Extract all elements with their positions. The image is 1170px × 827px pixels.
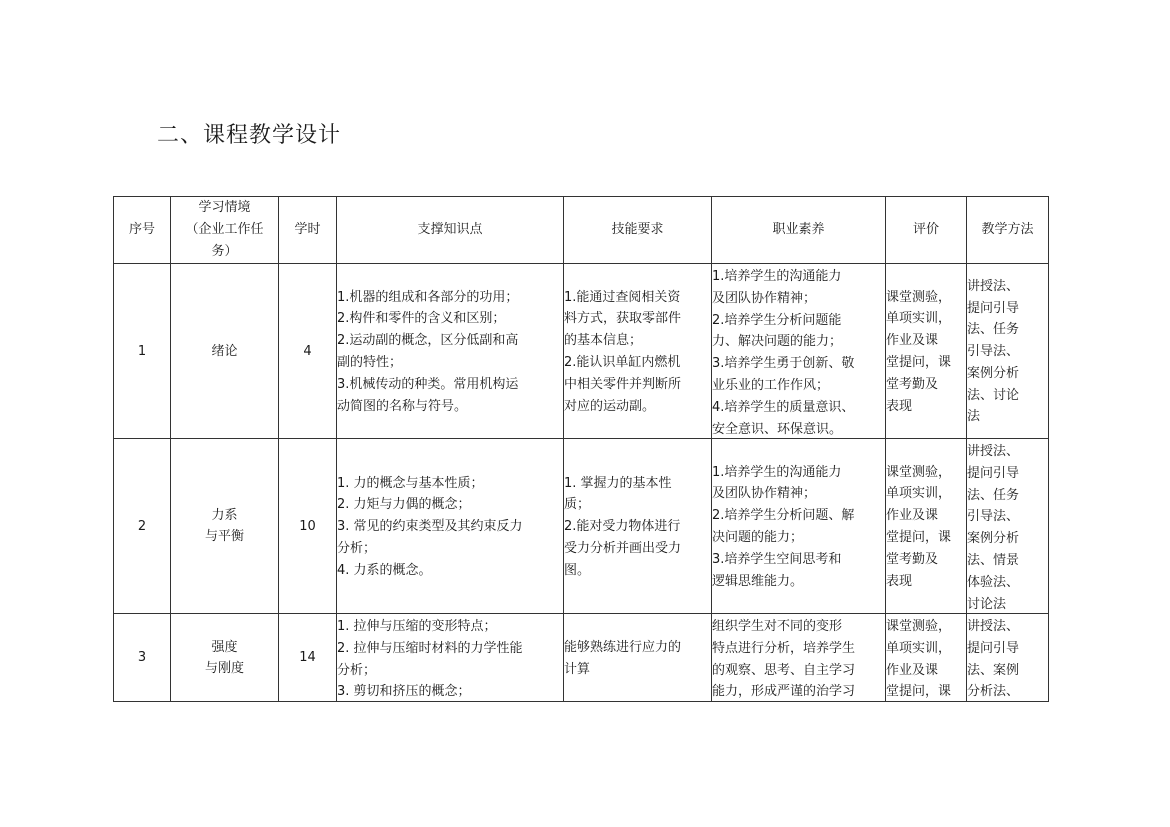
cell-evaluation-line: 堂提问，课 xyxy=(886,530,952,545)
cell-evaluation-line: 单项实训， xyxy=(886,486,952,502)
cell-method-line: 法、任务 xyxy=(967,322,1020,338)
header-evaluation: 评价 xyxy=(886,197,967,264)
cell-quality-line: 及团队协作精神； xyxy=(712,290,817,306)
cell-method-line: 讲授法、 xyxy=(967,278,1020,294)
cell-seq: 1 xyxy=(114,264,171,439)
cell-evaluation xyxy=(886,264,967,439)
cell-method-line: 讲授法、 xyxy=(967,619,1020,634)
cell-knowledge-line: 3.机械传动的种类。常用机构运 xyxy=(337,376,519,392)
cell-quality-line: 特点进行分析，培养学生 xyxy=(712,640,856,656)
cell-quality-line: 及团队协作精神； xyxy=(712,486,817,502)
cell-evaluation-line: 单项实训， xyxy=(886,640,952,656)
cell-skills xyxy=(564,264,712,439)
cell-quality-line: 2.培养学生分析问题、解 xyxy=(712,508,855,524)
cell-evaluation-line: 作业及课 xyxy=(886,508,939,524)
cell-method-line: 讲授法、 xyxy=(967,444,1020,459)
cell-knowledge-line: 副的特性； xyxy=(337,355,403,370)
cell-situation xyxy=(171,439,279,614)
cell-evaluation xyxy=(886,614,967,702)
cell-skills-line: 质； xyxy=(564,497,591,513)
cell-situation xyxy=(171,264,279,439)
section-title: 二、课程教学设计 xyxy=(157,123,342,148)
cell-quality-line: 能力，形成严谨的治学习 xyxy=(712,684,856,700)
cell-quality-line: 安全意识、环保意识。 xyxy=(712,421,843,437)
cell-situation xyxy=(171,614,279,702)
cell-method-line: 法、讨论 xyxy=(967,387,1020,403)
cell-method-line: 体验法、 xyxy=(967,574,1020,590)
cell-knowledge-line: 1. 力的概念与基本性质； xyxy=(337,475,484,491)
cell-knowledge-line: 2.构件和零件的含义和区别； xyxy=(337,311,506,327)
cell-seq: 2 xyxy=(114,439,171,614)
cell-method-line: 案例分析 xyxy=(967,531,1020,547)
header-situation-line: 学习情境 xyxy=(198,200,251,215)
cell-skills-line: 对应的运动副。 xyxy=(564,398,656,414)
cell-method-line: 法 xyxy=(967,409,981,425)
cell-skills-line: 2.能认识单缸内燃机 xyxy=(564,355,681,370)
cell-situation-line: 与刚度 xyxy=(204,660,244,676)
header-situation-line: 务） xyxy=(211,244,238,259)
cell-quality-line: 1.培养学生的沟通能力 xyxy=(712,464,842,480)
cell-knowledge-line: 分析； xyxy=(337,540,377,556)
cell-skills-line: 2.能对受力物体进行 xyxy=(564,519,681,535)
cell-quality-line: 3.培养学生空间思考和 xyxy=(712,551,842,567)
cell-knowledge xyxy=(337,264,564,439)
cell-quality-line: 1.培养学生的沟通能力 xyxy=(712,269,842,284)
cell-seq: 3 xyxy=(114,614,171,702)
cell-skills-line: 1. 掌握力的基本性 xyxy=(564,475,672,491)
header-method: 教学方法 xyxy=(967,197,1049,264)
cell-knowledge-line: 4. 力系的概念。 xyxy=(337,562,432,578)
cell-skills-line: 图。 xyxy=(564,562,591,578)
cell-evaluation-line: 表现 xyxy=(886,398,913,414)
cell-evaluation-line: 单项实训， xyxy=(886,311,952,327)
cell-method-line: 法、任务 xyxy=(967,487,1020,503)
cell-quality xyxy=(712,439,886,614)
cell-method-line: 引导法、 xyxy=(967,509,1020,525)
cell-evaluation-line: 表现 xyxy=(886,573,913,589)
table-row xyxy=(114,614,1049,702)
cell-quality-line: 2.培养学生分析问题能 xyxy=(712,312,842,328)
cell-quality xyxy=(712,264,886,439)
cell-evaluation-line: 堂考勤及 xyxy=(886,551,939,567)
cell-hours: 4 xyxy=(279,264,337,439)
cell-method-line: 引导法、 xyxy=(967,344,1020,360)
cell-evaluation-line: 堂考勤及 xyxy=(886,376,939,392)
cell-evaluation-line: 堂提问，课 xyxy=(886,684,952,700)
cell-method-line: 法、案例 xyxy=(967,662,1020,678)
cell-method xyxy=(967,614,1049,702)
header-skills: 技能要求 xyxy=(564,197,712,264)
cell-skills-line: 的基本信息； xyxy=(564,333,643,349)
course-design-table xyxy=(113,196,1049,702)
cell-knowledge-line: 1. 拉伸与压缩的变形特点； xyxy=(337,619,497,634)
cell-quality-line: 力、解决问题的能力； xyxy=(712,334,843,350)
header-seq: 序号 xyxy=(114,197,171,264)
cell-evaluation-line: 堂提问，课 xyxy=(886,355,952,370)
table-row xyxy=(114,264,1049,439)
cell-quality-line: 组织学生对不同的变形 xyxy=(712,619,843,634)
cell-method-line: 提问引导 xyxy=(967,300,1020,316)
cell-situation-line: 力系 xyxy=(211,508,238,523)
cell-method-line: 讨论法 xyxy=(967,596,1007,612)
cell-method-line: 案例分析 xyxy=(967,365,1020,381)
cell-knowledge-line: 2. 力矩与力偶的概念； xyxy=(337,497,471,513)
cell-evaluation-line: 课堂测验， xyxy=(886,464,952,480)
cell-method-line: 提问引导 xyxy=(967,640,1020,656)
cell-knowledge-line: 3. 剪切和挤压的概念； xyxy=(337,684,471,700)
cell-skills-line: 能够熟练进行应力的 xyxy=(564,639,682,655)
cell-skills-line: 1.能通过查阅相关资 xyxy=(564,289,681,305)
cell-method xyxy=(967,439,1049,614)
cell-knowledge xyxy=(337,439,564,614)
cell-skills xyxy=(564,439,712,614)
cell-situation-line: 强度 xyxy=(211,639,238,655)
cell-evaluation-line: 课堂测验， xyxy=(886,619,952,634)
cell-quality-line: 4.培养学生的质量意识、 xyxy=(712,399,855,415)
table-header-row xyxy=(114,197,1049,264)
cell-skills-line: 中相关零件并判断所 xyxy=(564,376,682,392)
cell-quality-line: 的观察、思考、自主学习 xyxy=(712,662,856,678)
cell-knowledge-line: 动简图的名称与符号。 xyxy=(337,398,468,414)
cell-evaluation xyxy=(886,439,967,614)
cell-skills-line: 计算 xyxy=(564,661,591,677)
cell-hours: 14 xyxy=(279,614,337,702)
cell-knowledge-line: 1.机器的组成和各部分的功用； xyxy=(337,289,519,305)
header-situation-line: （企业工作任 xyxy=(185,222,264,237)
cell-hours: 10 xyxy=(279,439,337,614)
cell-situation-line: 与平衡 xyxy=(204,529,244,544)
cell-evaluation-line: 作业及课 xyxy=(886,333,939,349)
header-hours: 学时 xyxy=(279,197,337,264)
cell-method-line: 分析法、 xyxy=(967,684,1020,700)
cell-knowledge xyxy=(337,614,564,702)
header-situation xyxy=(171,197,279,264)
cell-skills-line: 料方式，获取零部件 xyxy=(564,311,682,327)
header-knowledge: 支撑知识点 xyxy=(337,197,564,264)
header-quality: 职业素养 xyxy=(712,197,886,264)
cell-method xyxy=(967,264,1049,439)
cell-quality-line: 3.培养学生勇于创新、敬 xyxy=(712,356,855,372)
cell-knowledge-line: 3. 常见的约束类型及其约束反力 xyxy=(337,519,523,535)
cell-method-line: 法、情景 xyxy=(967,552,1020,568)
cell-skills xyxy=(564,614,712,702)
cell-quality-line: 业乐业的工作作风； xyxy=(712,377,830,393)
cell-knowledge-line: 分析； xyxy=(337,662,377,678)
cell-skills-line: 受力分析并画出受力 xyxy=(564,540,682,556)
cell-evaluation-line: 课堂测验， xyxy=(886,289,952,305)
cell-knowledge-line: 2. 拉伸与压缩时材料的力学性能 xyxy=(337,640,523,656)
cell-method-line: 提问引导 xyxy=(967,465,1020,481)
cell-quality xyxy=(712,614,886,702)
cell-situation-line: 绪论 xyxy=(211,343,238,359)
table-row xyxy=(114,439,1049,614)
cell-evaluation-line: 作业及课 xyxy=(886,662,939,678)
cell-knowledge-line: 2.运动副的概念，区分低副和高 xyxy=(337,333,519,349)
cell-quality-line: 逻辑思维能力。 xyxy=(712,573,804,589)
cell-quality-line: 决问题的能力； xyxy=(712,530,804,545)
